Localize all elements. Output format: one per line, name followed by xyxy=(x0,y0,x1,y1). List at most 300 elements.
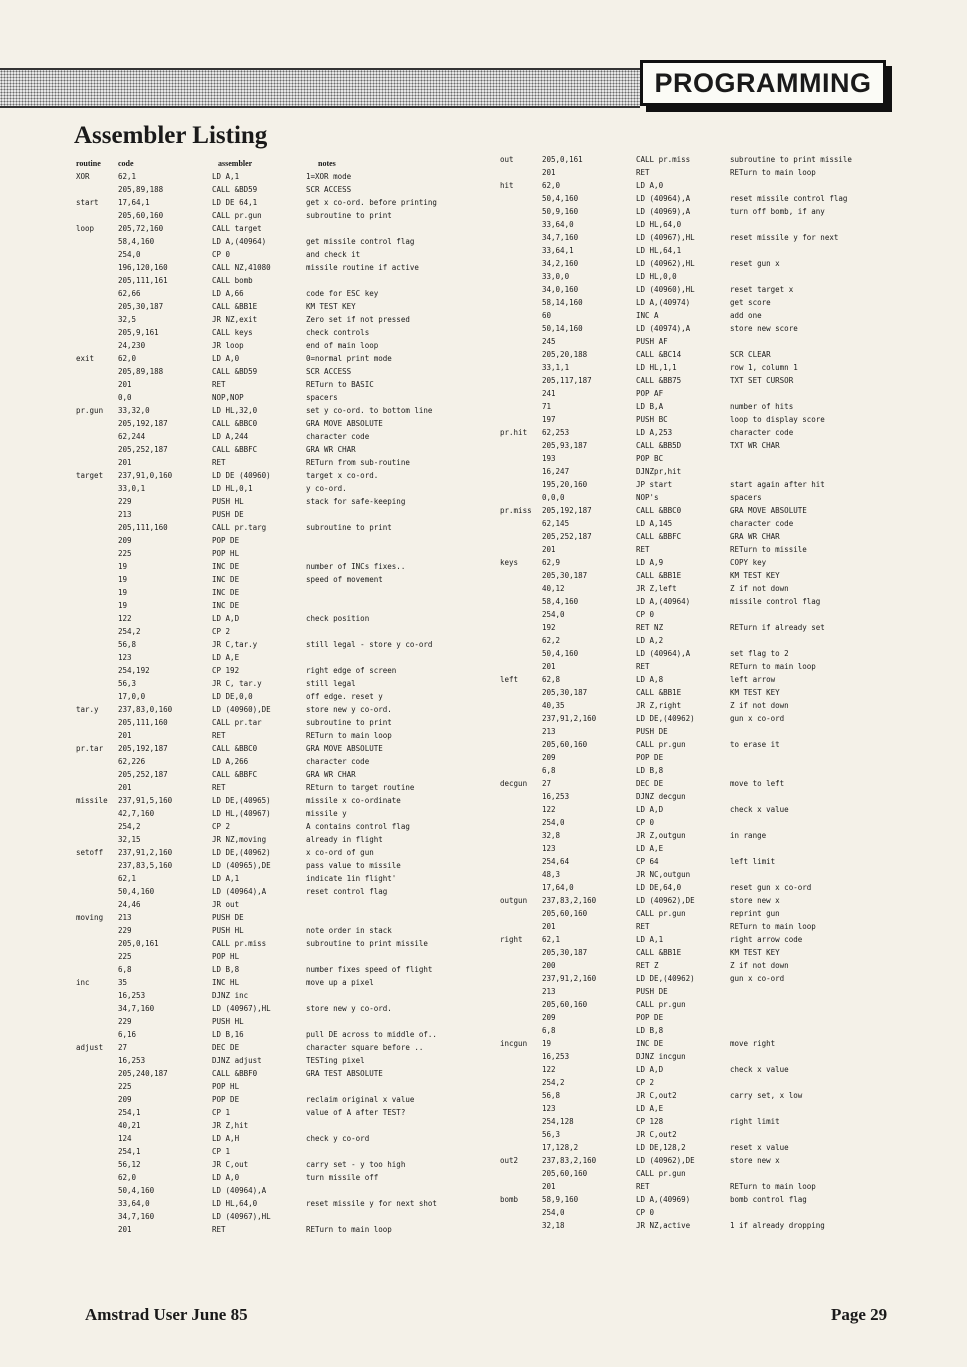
assembler-cell: CALL &BD59 xyxy=(212,367,258,376)
column-header-notes: notes xyxy=(318,159,336,168)
code-cell: 16,253 xyxy=(542,792,570,801)
code-cell: 225 xyxy=(118,1082,132,1091)
code-cell: 122 xyxy=(542,1065,556,1074)
code-cell: 124 xyxy=(118,1134,132,1143)
assembler-cell: JR C, tar.y xyxy=(212,679,262,688)
column-header-code: code xyxy=(118,159,134,168)
assembler-cell: LD B,8 xyxy=(212,965,240,974)
code-cell: 205,192,187 xyxy=(118,419,168,428)
notes-cell: set flag to 2 xyxy=(730,649,789,658)
routine-cell: pr.gun xyxy=(76,406,104,415)
notes-cell: get score xyxy=(730,298,771,307)
assembler-cell: CALL pr.gun xyxy=(212,211,262,220)
code-cell: 62,253 xyxy=(542,428,570,437)
assembler-cell: DJNZ inc xyxy=(212,991,249,1000)
code-cell: 0,0 xyxy=(118,393,132,402)
section-label: PROGRAMMING xyxy=(640,60,886,106)
assembler-cell: JR out xyxy=(212,900,240,909)
assembler-cell: PUSH DE xyxy=(212,510,244,519)
assembler-cell: JR NC,outgun xyxy=(636,870,691,879)
notes-cell: right arrow code xyxy=(730,935,803,944)
assembler-cell: LD (40965),DE xyxy=(212,861,271,870)
assembler-cell: LD DE (40960) xyxy=(212,471,271,480)
assembler-cell: POP DE xyxy=(212,1095,240,1104)
code-cell: 254,128 xyxy=(542,1117,574,1126)
code-cell: 58,4,160 xyxy=(118,237,155,246)
code-cell: 27 xyxy=(542,779,552,788)
assembler-cell: LD HL,64,0 xyxy=(212,1199,258,1208)
notes-cell: KM TEST KEY xyxy=(306,302,356,311)
notes-cell: reset missile control flag xyxy=(730,194,848,203)
notes-cell: indicate 1in flight' xyxy=(306,874,397,883)
notes-cell: GRA WR CHAR xyxy=(730,532,780,541)
assembler-cell: CP 64 xyxy=(636,857,659,866)
code-cell: 62,226 xyxy=(118,757,146,766)
notes-cell: start again after hit xyxy=(730,480,825,489)
notes-cell: check controls xyxy=(306,328,370,337)
code-cell: 237,83,2,160 xyxy=(542,1156,597,1165)
code-cell: 237,83,2,160 xyxy=(542,896,597,905)
code-cell: 254,64 xyxy=(542,857,570,866)
code-cell: 56,8 xyxy=(542,1091,561,1100)
notes-cell: carry set - y too high xyxy=(306,1160,406,1169)
assembler-cell: LD A,0 xyxy=(212,1173,240,1182)
assembler-cell: RET xyxy=(636,545,650,554)
assembler-cell: RET Z xyxy=(636,961,659,970)
notes-cell: missile x co-ordinate xyxy=(306,796,401,805)
code-cell: 241 xyxy=(542,389,556,398)
code-cell: 205,192,187 xyxy=(542,506,592,515)
assembler-cell: INC A xyxy=(636,311,659,320)
code-cell: 205,30,187 xyxy=(542,948,588,957)
assembler-cell: CALL &BBC0 xyxy=(636,506,682,515)
code-cell: 254,2 xyxy=(542,1078,565,1087)
assembler-cell: CP 128 xyxy=(636,1117,664,1126)
code-cell: 201 xyxy=(118,458,132,467)
code-cell: 205,0,161 xyxy=(118,939,159,948)
code-cell: 34,7,160 xyxy=(118,1212,155,1221)
assembler-cell: LD A,66 xyxy=(212,289,244,298)
code-cell: 6,8 xyxy=(542,766,556,775)
code-cell: 195,20,160 xyxy=(542,480,588,489)
code-cell: 201 xyxy=(542,168,556,177)
code-cell: 254,1 xyxy=(118,1108,141,1117)
assembler-cell: LD (40974),A xyxy=(636,324,691,333)
column-header-assembler: assembler xyxy=(218,159,253,168)
notes-cell: subroutine to print missile xyxy=(730,155,852,164)
code-cell: 123 xyxy=(542,844,556,853)
notes-cell: reset missile y for next shot xyxy=(306,1199,437,1208)
code-cell: 17,128,2 xyxy=(542,1143,579,1152)
routine-cell: out xyxy=(500,155,514,164)
assembler-cell: JR Z,left xyxy=(636,584,677,593)
notes-cell: SCR ACCESS xyxy=(306,367,352,376)
code-cell: 16,253 xyxy=(118,1056,146,1065)
assembler-cell: CALL bomb xyxy=(212,276,253,285)
assembler-cell: LD B,A xyxy=(636,402,664,411)
code-cell: 201 xyxy=(118,380,132,389)
assembler-cell: INC DE xyxy=(212,601,240,610)
assembler-cell: LD A,(40969) xyxy=(636,1195,691,1204)
assembler-cell: JR Z,outgun xyxy=(636,831,686,840)
notes-cell: character square before .. xyxy=(306,1043,424,1052)
assembler-cell: RET xyxy=(212,783,226,792)
routine-cell: adjust xyxy=(76,1043,104,1052)
assembler-cell: CALL pr.targ xyxy=(212,523,267,532)
code-cell: 16,253 xyxy=(118,991,146,1000)
code-cell: 62,244 xyxy=(118,432,146,441)
code-cell: 19 xyxy=(118,588,128,597)
notes-cell: check x value xyxy=(730,1065,789,1074)
assembler-cell: CALL &BB5D xyxy=(636,441,682,450)
code-cell: 40,35 xyxy=(542,701,565,710)
assembler-cell: LD A,E xyxy=(636,844,664,853)
notes-cell: KM TEST KEY xyxy=(730,688,780,697)
routine-cell: tar.y xyxy=(76,705,99,714)
code-cell: 213 xyxy=(542,727,556,736)
notes-cell: A contains control flag xyxy=(306,822,410,831)
code-cell: 56,12 xyxy=(118,1160,141,1169)
code-cell: 201 xyxy=(118,1225,132,1234)
assembler-cell: CP 2 xyxy=(212,627,231,636)
routine-cell: keys xyxy=(500,558,519,567)
notes-cell: gun x co-ord xyxy=(730,714,785,723)
code-cell: 201 xyxy=(118,731,132,740)
notes-cell: check x value xyxy=(730,805,789,814)
assembler-cell: JR C,out2 xyxy=(636,1130,677,1139)
assembler-cell: CALL &BB1E xyxy=(636,571,682,580)
code-cell: 50,4,160 xyxy=(542,649,579,658)
notes-cell: store new y co-ord. xyxy=(306,1004,392,1013)
assembler-cell: JR C,tar.y xyxy=(212,640,258,649)
notes-cell: reset missile y for next xyxy=(730,233,839,242)
code-cell: 33,0,0 xyxy=(542,272,570,281)
routine-cell: setoff xyxy=(76,848,104,857)
assembler-cell: RET xyxy=(636,662,650,671)
notes-cell: right edge of screen xyxy=(306,666,397,675)
assembler-cell: INC HL xyxy=(212,978,240,987)
notes-cell: set y co-ord. to bottom line xyxy=(306,406,433,415)
code-cell: 40,12 xyxy=(542,584,565,593)
assembler-cell: LD DE,(40962) xyxy=(636,974,695,983)
assembler-cell: LD A,145 xyxy=(636,519,673,528)
notes-cell: still legal xyxy=(306,679,356,688)
assembler-cell: CALL pr.gun xyxy=(636,909,686,918)
routine-cell: right xyxy=(500,935,523,944)
notes-cell: x co-ord of gun xyxy=(306,848,374,857)
code-cell: 237,83,5,160 xyxy=(118,861,173,870)
notes-cell: store new y co-ord. xyxy=(306,705,392,714)
code-cell: 209 xyxy=(542,1013,556,1022)
notes-cell: reset gun x co-ord xyxy=(730,883,812,892)
code-cell: 205,252,187 xyxy=(118,445,168,454)
assembler-cell: LD (40960),DE xyxy=(212,705,271,714)
code-cell: 62,145 xyxy=(542,519,570,528)
code-cell: 205,117,187 xyxy=(542,376,592,385)
code-cell: 254,0 xyxy=(118,250,141,259)
code-cell: 32,15 xyxy=(118,835,141,844)
notes-cell: still legal - store y co-ord xyxy=(306,640,433,649)
notes-cell: check position xyxy=(306,614,370,623)
notes-cell: turn missile off xyxy=(306,1173,379,1182)
assembler-cell: LD A,E xyxy=(212,653,240,662)
code-cell: 50,4,160 xyxy=(542,194,579,203)
code-cell: 122 xyxy=(118,614,132,623)
code-cell: 34,0,160 xyxy=(542,285,579,294)
notes-cell: RETurn to main loop xyxy=(730,922,816,931)
notes-cell: note order in stack xyxy=(306,926,392,935)
code-cell: 254,0 xyxy=(542,1208,565,1217)
assembler-cell: JR loop xyxy=(212,341,244,350)
assembler-cell: LD A,1 xyxy=(636,935,664,944)
assembler-cell: PUSH DE xyxy=(636,727,668,736)
notes-cell: pass value to missile xyxy=(306,861,401,870)
assembler-cell: RET xyxy=(212,380,226,389)
notes-cell: 1=XOR mode xyxy=(306,172,352,181)
code-cell: 225 xyxy=(118,952,132,961)
code-cell: 205,60,160 xyxy=(542,1169,588,1178)
assembler-cell: LD A,D xyxy=(636,805,664,814)
code-cell: 254,1 xyxy=(118,1147,141,1156)
assembler-cell: CP 0 xyxy=(636,818,655,827)
assembler-cell: RET xyxy=(212,731,226,740)
code-cell: 201 xyxy=(542,545,556,554)
routine-cell: hit xyxy=(500,181,514,190)
notes-cell: RETurn to main loop xyxy=(306,1225,392,1234)
assembler-cell: LD DE 64,1 xyxy=(212,198,258,207)
code-cell: 237,83,0,160 xyxy=(118,705,173,714)
assembler-cell: PUSH BC xyxy=(636,415,668,424)
notes-cell: RETurn to missile xyxy=(730,545,807,554)
notes-cell: spacers xyxy=(730,493,762,502)
assembler-cell: LD DE,(40962) xyxy=(212,848,271,857)
assembler-cell: LD (40962),HL xyxy=(636,259,695,268)
assembler-cell: LD HL,(40967) xyxy=(212,809,271,818)
assembler-cell: LD DE,128,2 xyxy=(636,1143,686,1152)
notes-cell: KM TEST KEY xyxy=(730,948,780,957)
assembler-cell: LD HL,0,1 xyxy=(212,484,253,493)
assembler-cell: POP HL xyxy=(212,952,240,961)
routine-cell: decgun xyxy=(500,779,528,788)
routine-cell: start xyxy=(76,198,99,207)
notes-cell: KM TEST KEY xyxy=(730,571,780,580)
assembler-cell: JP start xyxy=(636,480,673,489)
code-cell: 60 xyxy=(542,311,552,320)
code-cell: 254,2 xyxy=(118,822,141,831)
code-cell: 205,111,160 xyxy=(118,523,168,532)
assembler-cell: CALL &BBFC xyxy=(212,445,258,454)
header-dotted-bar xyxy=(0,68,640,108)
code-cell: 6,8 xyxy=(118,965,132,974)
assembler-cell: NOP's xyxy=(636,493,659,502)
code-cell: 16,253 xyxy=(542,1052,570,1061)
notes-cell: off edge. reset y xyxy=(306,692,383,701)
routine-cell: exit xyxy=(76,354,95,363)
assembler-cell: CP 0 xyxy=(636,610,655,619)
notes-cell: GRA MOVE ABSOLUTE xyxy=(306,744,383,753)
routine-cell: outgun xyxy=(500,896,528,905)
notes-cell: Z if not down xyxy=(730,584,789,593)
code-cell: 197 xyxy=(542,415,556,424)
assembler-cell: LD A,1 xyxy=(212,874,240,883)
assembler-cell: CALL &BBFC xyxy=(212,770,258,779)
notes-cell: COPY key xyxy=(730,558,767,567)
notes-cell: right limit xyxy=(730,1117,780,1126)
code-cell: 213 xyxy=(118,510,132,519)
code-cell: 254,0 xyxy=(542,818,565,827)
assembler-cell: RET xyxy=(636,1182,650,1191)
assembler-cell: CALL &BBF0 xyxy=(212,1069,258,1078)
notes-cell: loop to display score xyxy=(730,415,825,424)
assembler-cell: INC DE xyxy=(212,575,240,584)
assembler-cell: INC DE xyxy=(636,1039,664,1048)
code-cell: 205,60,160 xyxy=(542,740,588,749)
code-cell: 6,16 xyxy=(118,1030,137,1039)
assembler-cell: PUSH HL xyxy=(212,497,244,506)
notes-cell: add one xyxy=(730,311,762,320)
assembler-cell: POP HL xyxy=(212,1082,240,1091)
assembler-cell: LD A,H xyxy=(212,1134,240,1143)
assembler-cell: CP 1 xyxy=(212,1147,231,1156)
code-cell: 62,9 xyxy=(542,558,561,567)
notes-cell: store new x xyxy=(730,896,780,905)
notes-cell: subroutine to print missile xyxy=(306,939,428,948)
code-cell: 205,72,160 xyxy=(118,224,164,233)
assembler-cell: CALL pr.gun xyxy=(636,1000,686,1009)
notes-cell: code for ESC key xyxy=(306,289,379,298)
assembler-cell: LD (40962),DE xyxy=(636,1156,695,1165)
assembler-cell: LD B,8 xyxy=(636,766,664,775)
assembler-cell: RET NZ xyxy=(636,623,664,632)
notes-cell: reset target x xyxy=(730,285,794,294)
code-cell: 205,111,160 xyxy=(118,718,168,727)
assembler-cell: LD (40964),A xyxy=(212,887,267,896)
assembler-cell: POP DE xyxy=(636,1013,664,1022)
assembler-cell: DJNZpr,hit xyxy=(636,467,682,476)
code-cell: 123 xyxy=(542,1104,556,1113)
assembler-cell: CALL &BD59 xyxy=(212,185,258,194)
assembler-cell: JR C,out2 xyxy=(636,1091,677,1100)
notes-cell: to erase it xyxy=(730,740,780,749)
code-cell: 17,0,0 xyxy=(118,692,146,701)
listing-title: Assembler Listing xyxy=(74,122,268,149)
notes-cell: GRA MOVE ABSOLUTE xyxy=(306,419,383,428)
code-cell: 24,230 xyxy=(118,341,146,350)
notes-cell: reset control flag xyxy=(306,887,388,896)
notes-cell: carry set, x low xyxy=(730,1091,803,1100)
assembler-cell: DJNZ adjust xyxy=(212,1056,262,1065)
code-cell: 58,4,160 xyxy=(542,597,579,606)
assembler-cell: CP 2 xyxy=(212,822,231,831)
assembler-cell: LD A,D xyxy=(212,614,240,623)
notes-cell: missile control flag xyxy=(730,597,821,606)
routine-cell: target xyxy=(76,471,104,480)
code-cell: 33,64,1 xyxy=(542,246,574,255)
notes-cell: GRA MOVE ABSOLUTE xyxy=(730,506,807,515)
assembler-cell: NOP,NOP xyxy=(212,393,244,402)
routine-cell: out2 xyxy=(500,1156,519,1165)
notes-cell: subroutine to print xyxy=(306,718,392,727)
code-cell: 205,60,160 xyxy=(542,909,588,918)
notes-cell: TXT WR CHAR xyxy=(730,441,780,450)
assembler-cell: CALL pr.gun xyxy=(636,740,686,749)
code-cell: 229 xyxy=(118,926,132,935)
routine-cell: incgun xyxy=(500,1039,528,1048)
assembler-cell: CALL pr.miss xyxy=(636,155,691,164)
assembler-cell: JR NZ,exit xyxy=(212,315,258,324)
routine-cell: loop xyxy=(76,224,95,233)
notes-cell: 0=normal print mode xyxy=(306,354,392,363)
assembler-cell: PUSH HL xyxy=(212,1017,244,1026)
code-cell: 213 xyxy=(542,987,556,996)
assembler-cell: CALL &BBC0 xyxy=(212,419,258,428)
notes-cell: number fixes speed of flight xyxy=(306,965,433,974)
code-cell: 6,8 xyxy=(542,1026,556,1035)
assembler-cell: LD A,9 xyxy=(636,558,664,567)
notes-cell: character code xyxy=(730,428,794,437)
notes-cell: Z if not down xyxy=(730,701,789,710)
assembler-cell: LD (40969),A xyxy=(636,207,691,216)
notes-cell: pull DE across to middle of.. xyxy=(306,1030,437,1039)
assembler-cell: CP 0 xyxy=(212,250,231,259)
assembler-cell: CP 2 xyxy=(636,1078,655,1087)
assembler-cell: LD A,8 xyxy=(636,675,664,684)
code-cell: 245 xyxy=(542,337,556,346)
notes-cell: check y co-ord xyxy=(306,1134,370,1143)
notes-cell: Z if not down xyxy=(730,961,789,970)
code-cell: 205,30,187 xyxy=(542,571,588,580)
routine-cell: pr.tar xyxy=(76,744,104,753)
assembler-cell: CP 1 xyxy=(212,1108,231,1117)
notes-cell: SCR ACCESS xyxy=(306,185,352,194)
code-cell: 62,2 xyxy=(542,636,561,645)
assembler-cell: LD DE,64,0 xyxy=(636,883,682,892)
assembler-cell: DJNZ decgun xyxy=(636,792,686,801)
notes-cell: subroutine to print xyxy=(306,523,392,532)
notes-cell: turn off bomb, if any xyxy=(730,207,825,216)
assembler-cell: LD (40960),HL xyxy=(636,285,695,294)
assembler-cell: RET xyxy=(212,458,226,467)
assembler-cell: JR Z,hit xyxy=(212,1121,249,1130)
code-cell: 213 xyxy=(118,913,132,922)
notes-cell: RETurn to main loop xyxy=(730,168,816,177)
routine-cell: XOR xyxy=(76,172,90,181)
code-cell: 205,30,187 xyxy=(118,302,164,311)
assembler-cell: LD (40964),A xyxy=(636,194,691,203)
notes-cell: number of hits xyxy=(730,402,794,411)
notes-cell: RETurn to main loop xyxy=(306,731,392,740)
code-cell: 27 xyxy=(118,1043,128,1052)
notes-cell: number of INCs fixes.. xyxy=(306,562,406,571)
notes-cell: reset x value xyxy=(730,1143,789,1152)
code-cell: 200 xyxy=(542,961,556,970)
assembler-cell: LD A,253 xyxy=(636,428,673,437)
notes-cell: 1 if already dropping xyxy=(730,1221,825,1230)
assembler-cell: LD HL,64,1 xyxy=(636,246,682,255)
code-cell: 16,247 xyxy=(542,467,570,476)
code-cell: 50,4,160 xyxy=(118,1186,155,1195)
code-cell: 33,1,1 xyxy=(542,363,570,372)
assembler-cell: PUSH AF xyxy=(636,337,668,346)
code-cell: 254,192 xyxy=(118,666,150,675)
code-cell: 205,89,188 xyxy=(118,185,164,194)
notes-cell: store new x xyxy=(730,1156,780,1165)
assembler-cell: LD (40967),HL xyxy=(212,1004,271,1013)
code-cell: 205,60,160 xyxy=(118,211,164,220)
routine-cell: moving xyxy=(76,913,104,922)
code-cell: 56,3 xyxy=(118,679,137,688)
code-cell: 205,93,187 xyxy=(542,441,588,450)
